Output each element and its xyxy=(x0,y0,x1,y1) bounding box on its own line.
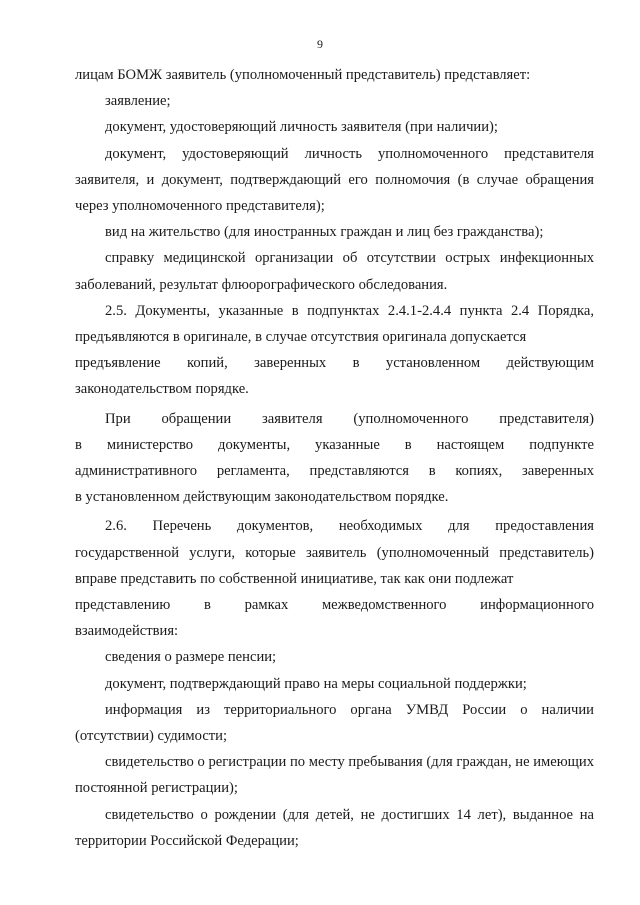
list-item-medical-certificate: справку медицинской организации об отсутствии острых инфекционных заболеваний, результат флюорографического обследования. xyxy=(75,250,594,293)
paragraph-ministry-line-2: в министерство документы, указанные в настоящем подпункте xyxy=(75,436,594,453)
paragraph-2-6-line-1: 2.6. Перечень документов, необходимых для предоставления xyxy=(105,518,594,535)
paragraph-homeless-intro: лицам БОМЖ заявитель (уполномоченный представитель) представляет: xyxy=(75,67,531,83)
list-item-residence-permit: вид на жительство (для иностранных граждан и лиц без гражданства); xyxy=(105,224,544,241)
list-item-representative-id: документ, удостоверяющий личность уполномоченного представителя заявителя, и документ, подтверждающий его полномочия (в случае обращения через уполномоченного представителя); xyxy=(75,145,594,215)
list-item-birth-certificate: свидетельство о рождении (для детей, не достигших 14 лет), выданное на территории Российской Федерации; xyxy=(75,806,594,849)
paragraph-ministry-line-3: административного регламента, представляются в копиях, заверенных xyxy=(75,463,594,480)
list-item-applicant-id: документ, удостоверяющий личность заявителя (при наличии); xyxy=(105,119,498,136)
paragraph-2-5: 2.5. Документы, указанные в подпунктах 2.4.1-2.4.4 пункта 2.4 Порядка, предъявляются в оригинале, в случае отсутствия оригинала допускается xyxy=(75,302,594,346)
page-number: 9 xyxy=(317,37,323,51)
list-item-social-support: документ, подтверждающий право на меры социальной поддержки; xyxy=(105,675,527,692)
paragraph-ministry-line-1: При обращении заявителя (уполномоченного представителя) xyxy=(105,410,594,427)
list-item-application: заявление; xyxy=(105,93,171,110)
paragraph-2-6-lines-2-3: государственной услуги, которые заявитель (уполномоченный представитель) вправе представить по собственной инициативе, так как они подлежат xyxy=(75,544,594,587)
paragraph-2-5-line-3: предъявление копий, заверенных в установленном действующим xyxy=(75,355,594,372)
paragraph-2-6-line-5: взаимодействия: xyxy=(75,623,179,640)
list-item-pension-info: сведения о размере пенсии; xyxy=(105,649,277,666)
list-item-criminal-record: информация из территориального органа УМВД России о наличии (отсутствии) судимости; xyxy=(75,701,594,745)
document-body xyxy=(75,62,594,854)
list-item-registration: свидетельство о регистрации по месту пребывания (для граждан, не имеющих постоянной регистрации); xyxy=(75,754,594,797)
paragraph-2-5-line-4: законодательством порядке. xyxy=(75,381,249,398)
paragraph-2-6-line-4: представлению в рамках межведомственного информационного xyxy=(75,597,594,614)
paragraph-ministry-line-4: в установленном действующим законодательством порядке. xyxy=(75,489,449,506)
